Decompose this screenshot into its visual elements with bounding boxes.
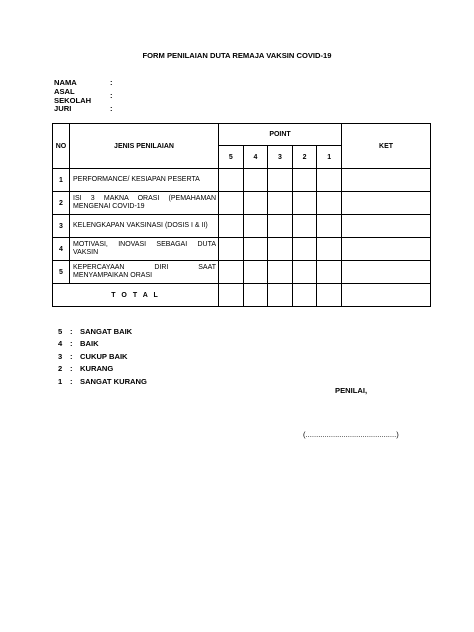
score-cell[interactable] xyxy=(243,215,268,238)
legend-score: 1 xyxy=(58,376,63,386)
total-label: T O T A L xyxy=(53,284,219,307)
scoring-table xyxy=(52,123,431,307)
legend-colon: : xyxy=(70,326,73,336)
legend-label: CUKUP BAIK xyxy=(80,351,128,361)
legend-score: 2 xyxy=(58,364,63,374)
ket-cell[interactable] xyxy=(342,238,431,261)
score-cell[interactable] xyxy=(292,215,317,238)
score-cell[interactable] xyxy=(243,261,268,284)
legend-item xyxy=(58,350,147,363)
header-point: POINT xyxy=(219,124,342,146)
point-column-header: 3 xyxy=(268,146,293,169)
row-number: 5 xyxy=(53,261,70,284)
total-score-cell[interactable] xyxy=(243,284,268,307)
form-title: FORM PENILAIAN DUTA REMAJA VAKSIN COVID-19 xyxy=(142,51,332,60)
legend-item xyxy=(58,375,147,388)
total-score-cell[interactable] xyxy=(268,284,293,307)
total-row xyxy=(53,284,431,307)
table-row xyxy=(53,215,431,238)
ket-cell[interactable] xyxy=(342,261,431,284)
score-cell[interactable] xyxy=(219,169,244,192)
ket-cell[interactable] xyxy=(342,215,431,238)
score-cell[interactable] xyxy=(268,169,293,192)
row-criteria: KEPERCAYAAN DIRI SAAT MENYAMPAIKAN ORASI xyxy=(70,261,219,284)
point-column-header: 5 xyxy=(219,146,244,169)
row-criteria: MOTIVASI, INOVASI SEBAGAI DUTA VAKSIN xyxy=(70,238,219,261)
legend-colon: : xyxy=(70,351,73,361)
header-criteria: JENIS PENILAIAN xyxy=(70,124,219,169)
ket-cell[interactable] xyxy=(342,169,431,192)
legend-colon: : xyxy=(70,376,73,386)
score-cell[interactable] xyxy=(292,238,317,261)
row-criteria: KELENGKAPAN VAKSINASI (DOSIS I & II) xyxy=(70,215,219,238)
score-cell[interactable] xyxy=(243,192,268,215)
row-number: 3 xyxy=(53,215,70,238)
legend-colon: : xyxy=(70,364,73,374)
score-cell[interactable] xyxy=(219,215,244,238)
legend-item xyxy=(58,363,147,376)
score-cell[interactable] xyxy=(317,238,342,261)
score-cell[interactable] xyxy=(219,192,244,215)
field-label: JURI xyxy=(54,104,72,113)
score-cell[interactable] xyxy=(268,261,293,284)
score-cell[interactable] xyxy=(219,261,244,284)
assessor-label: PENILAI, xyxy=(335,386,368,395)
legend-item xyxy=(58,338,147,351)
field-label: NAMA xyxy=(54,78,77,87)
row-criteria: ISI 3 MAKNA ORASI (PEMAHAMAN MENGENAI COVID-19 xyxy=(70,192,219,215)
score-cell[interactable] xyxy=(219,238,244,261)
table-row xyxy=(53,238,431,261)
score-cell[interactable] xyxy=(317,215,342,238)
score-cell[interactable] xyxy=(268,238,293,261)
legend-label: SANGAT KURANG xyxy=(80,376,147,386)
total-score-cell[interactable] xyxy=(317,284,342,307)
score-legend xyxy=(58,325,147,388)
score-cell[interactable] xyxy=(243,169,268,192)
signature-line[interactable]: (...........................................) xyxy=(303,430,399,439)
score-cell[interactable] xyxy=(268,215,293,238)
legend-score: 4 xyxy=(58,339,63,349)
participant-info xyxy=(54,76,120,115)
legend-label: BAIK xyxy=(80,339,99,349)
legend-score: 5 xyxy=(58,326,63,336)
score-cell[interactable] xyxy=(292,169,317,192)
score-cell[interactable] xyxy=(292,261,317,284)
row-number: 4 xyxy=(53,238,70,261)
score-cell[interactable] xyxy=(317,192,342,215)
legend-item xyxy=(58,325,147,338)
score-cell[interactable] xyxy=(317,169,342,192)
header-no: NO xyxy=(53,124,70,169)
legend-label: SANGAT BAIK xyxy=(80,326,133,336)
legend-label: KURANG xyxy=(80,364,114,374)
field-colon: : xyxy=(110,91,113,100)
ket-cell[interactable] xyxy=(342,192,431,215)
score-cell[interactable] xyxy=(317,261,342,284)
score-cell[interactable] xyxy=(243,238,268,261)
field-colon: : xyxy=(110,78,113,87)
field-juri xyxy=(54,102,120,115)
header-ket: KET xyxy=(342,124,431,169)
table-row xyxy=(53,261,431,284)
score-cell[interactable] xyxy=(292,192,317,215)
row-number: 1 xyxy=(53,169,70,192)
total-score-cell[interactable] xyxy=(292,284,317,307)
table-row xyxy=(53,169,431,192)
row-criteria: PERFORMANCE/ KESIAPAN PESERTA xyxy=(70,169,219,192)
total-ket-cell[interactable] xyxy=(342,284,431,307)
legend-score: 3 xyxy=(58,351,63,361)
row-number: 2 xyxy=(53,192,70,215)
field-label: ASAL SEKOLAH xyxy=(54,86,92,105)
legend-colon: : xyxy=(70,339,73,349)
point-column-header: 1 xyxy=(317,146,342,169)
field-asal-sekolah xyxy=(54,86,120,105)
score-cell[interactable] xyxy=(268,192,293,215)
table-row xyxy=(53,192,431,215)
point-column-header: 2 xyxy=(292,146,317,169)
total-score-cell[interactable] xyxy=(219,284,244,307)
field-colon: : xyxy=(110,104,113,113)
point-column-header: 4 xyxy=(243,146,268,169)
